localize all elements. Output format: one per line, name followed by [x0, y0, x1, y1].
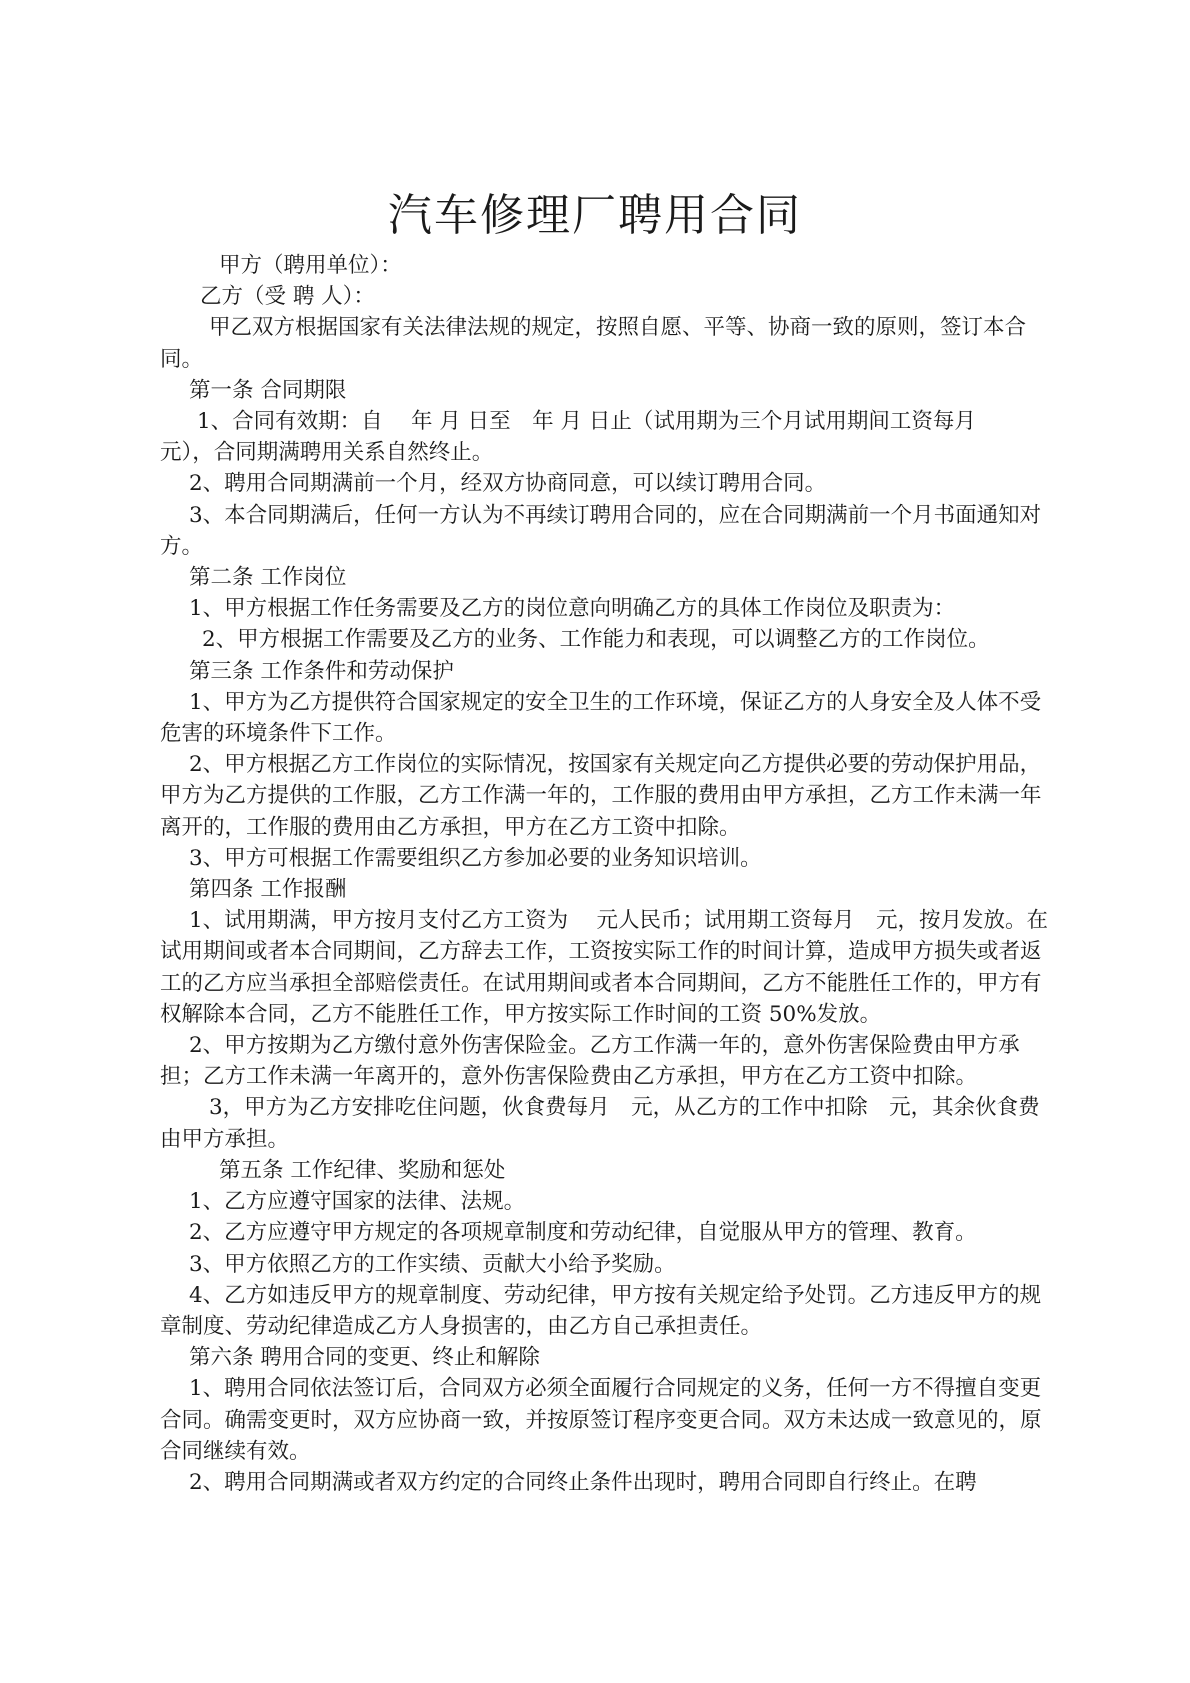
article-1-clause-2: 2、聘用合同期满前一个月，经双方协商同意，可以续订聘用合同。 [189, 471, 827, 497]
article-4-heading: 第四条 工作报酬 [189, 877, 347, 903]
article-2-clause-1: 1、甲方根据工作任务需要及乙方的岗位意向明确乙方的具体工作岗位及职责为： [189, 596, 956, 622]
article-3-clause-3: 3、甲方可根据工作需要组织乙方参加必要的业务知识培训。 [189, 845, 762, 871]
article-4-clause-1: 1、试用期满，甲方按月支付乙方工资为 元人民币；试用期工资每月 元，按月发放。在试用期间或者本合同期间，乙方辞去工作，工资按实际工作的时间计算，造成甲方损失或者返工的乙方应当承担全部赔偿责任。在试用期间或者本合同期间，乙方不能胜任工作的，甲方有权解除本合同，乙方不能胜任工作，甲方按实际工作时间的工资 50%发放。 [160, 908, 1049, 1027]
article-3-clause-1: 1、甲方为乙方提供符合国家规定的安全卫生的工作环境，保证乙方的人身安全及人体不受危害的环境条件下工作。 [160, 689, 1042, 747]
article-4-clause-2: 2、甲方按期为乙方缴付意外伤害保险金。乙方工作满一年的，意外伤害保险费由甲方承担；乙方工作未满一年离开的，意外伤害保险费由乙方承担，甲方在乙方工资中扣除。 [160, 1033, 1020, 1090]
document-body [160, 250, 1050, 1498]
party-a-line: 甲方（聘用单位）： [219, 253, 402, 278]
article-4-clause-3: 3，甲方为乙方安排吃住问题，伙食费每月 元，从乙方的工作中扣除 元，其余伙食费由甲方承担。 [160, 1095, 1040, 1152]
preamble-paragraph: 甲乙双方根据国家有关法律法规的规定，按照自愿、平等、协商一致的原则，签订本合同。 [160, 315, 1027, 372]
party-b-line: 乙方（受 聘 人）： [200, 284, 375, 310]
article-1-heading: 第一条 合同期限 [189, 377, 347, 403]
article-2-heading: 第二条 工作岗位 [189, 565, 347, 591]
article-2-clause-2: 2、甲方根据工作需要及乙方的业务、工作能力和表现，可以调整乙方的工作岗位。 [202, 627, 990, 653]
article-5-clause-3: 3、甲方依照乙方的工作实绩、贡献大小给予奖励。 [189, 1251, 676, 1277]
document-title: 汽车修理厂聘用合同 [388, 190, 802, 241]
article-5-clause-4: 4、乙方如违反甲方的规章制度、劳动纪律，甲方按有关规定给予处罚。乙方违反甲方的规章制度、劳动纪律造成乙方人身损害的，由乙方自己承担责任。 [160, 1282, 1042, 1339]
article-5-heading: 第五条 工作纪律、奖励和惩处 [219, 1157, 506, 1183]
article-3-clause-2: 2、甲方根据乙方工作岗位的实际情况，按国家有关规定向乙方提供必要的劳动保护用品，甲方为乙方提供的工作服，乙方工作满一年的，工作服的费用由甲方承担，乙方工作未满一年离开的，工作服的费用由乙方承担，甲方在乙方工资中扣除。 [160, 752, 1042, 840]
article-6-clause-2: 2、聘用合同期满或者双方约定的合同终止条件出现时，聘用合同即自行终止。在聘 [189, 1469, 977, 1495]
article-5-clause-2: 2、乙方应遵守甲方规定的各项规章制度和劳动纪律，自觉服从甲方的管理、教育。 [189, 1220, 977, 1246]
article-5-clause-1: 1、乙方应遵守国家的法律、法规。 [189, 1189, 526, 1215]
article-3-heading: 第三条 工作条件和劳动保护 [189, 658, 454, 684]
article-6-heading: 第六条 聘用合同的变更、终止和解除 [189, 1345, 540, 1371]
article-6-clause-1: 1、聘用合同依法签订后，合同双方必须全面履行合同规定的义务，任何一方不得擅自变更合同。确需变更时，双方应协商一致，并按原签订程序变更合同。双方未达成一致意见的，原合同继续有效。 [160, 1376, 1042, 1464]
article-1-clause-1: 1、合同有效期：自 年 月 日至 年 月 日止（试用期为三个月试用期间工资每月 元），合同期满聘用关系自然终止。 [160, 409, 998, 466]
article-1-clause-3: 3、本合同期满后，任何一方认为不再续订聘用合同的，应在合同期满前一个月书面通知对方。 [160, 502, 1042, 559]
